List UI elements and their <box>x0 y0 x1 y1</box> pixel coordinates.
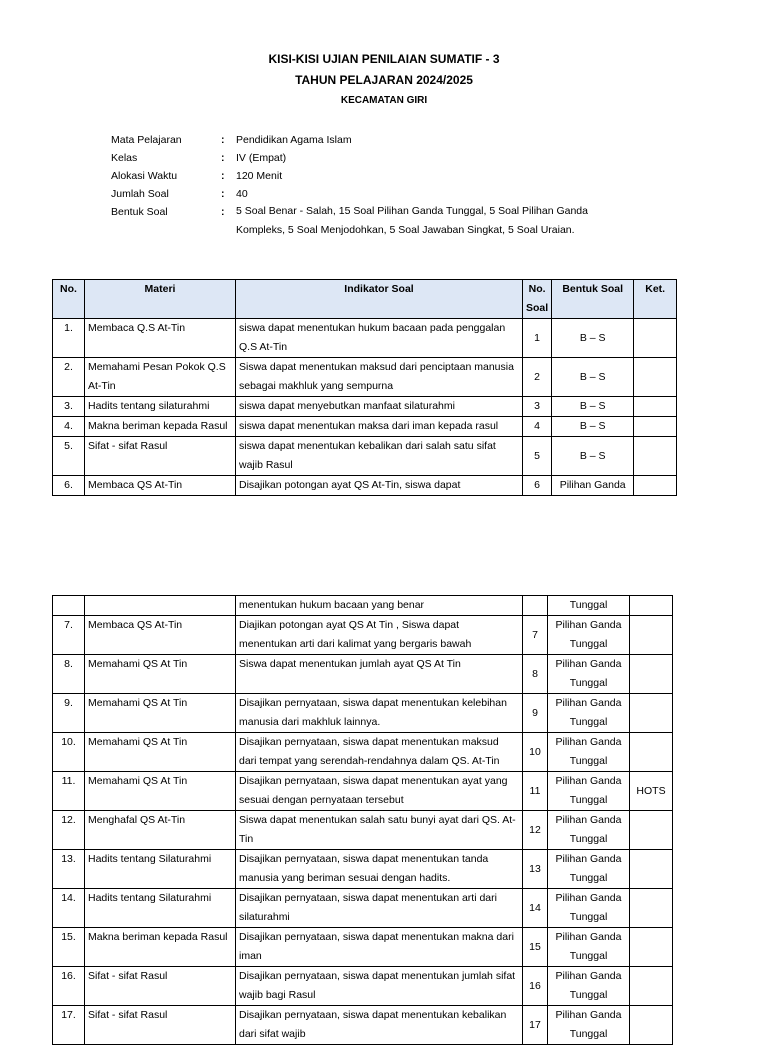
info-colon: : <box>221 134 225 146</box>
cell-materi: Sifat - sifat Rasul <box>85 967 236 1006</box>
table-header-row <box>53 280 677 319</box>
cell-no: 10. <box>53 733 85 772</box>
cell-ket <box>630 694 673 733</box>
cell-no: 15. <box>53 928 85 967</box>
cell-indikator: siswa dapat menentukan kebalikan dari salah satu sifat wajib Rasul <box>236 437 523 476</box>
table-row <box>53 850 673 889</box>
cell-ket: HOTS <box>630 772 673 811</box>
cell-materi: Membaca QS At-Tin <box>85 616 236 655</box>
header-no-soal: No. Soal <box>523 280 552 319</box>
info-label: Bentuk Soal <box>111 206 168 218</box>
cell-no-soal: 14 <box>523 889 548 928</box>
cell-ket <box>634 437 677 476</box>
cell-bentuk-soal: Pilihan Ganda Tunggal <box>548 616 630 655</box>
cell-no: 4. <box>53 417 85 437</box>
cell-indikator: siswa dapat menentukan maksa dari iman kepada rasul <box>236 417 523 437</box>
info-value: 120 Menit <box>236 170 283 182</box>
table-row <box>53 476 677 496</box>
cell-bentuk-soal: B – S <box>552 358 634 397</box>
header-no: No. <box>53 280 85 319</box>
info-label: Jumlah Soal <box>111 188 169 200</box>
cell-materi: Memahami QS At Tin <box>85 655 236 694</box>
cell-materi: Sifat - sifat Rasul <box>85 1006 236 1045</box>
cell-indikator: siswa dapat menyebutkan manfaat silaturahmi <box>236 397 523 417</box>
table-body-page2 <box>53 596 673 1045</box>
cell-ket <box>630 928 673 967</box>
cell-ket <box>630 733 673 772</box>
info-value: 40 <box>236 188 248 200</box>
grid-table-page1 <box>52 279 677 496</box>
table-row <box>53 967 673 1006</box>
cell-no: 17. <box>53 1006 85 1045</box>
table-row <box>53 616 673 655</box>
academic-year-title: TAHUN PELAJARAN 2024/2025 <box>295 73 473 87</box>
cell-no-soal: 12 <box>523 811 548 850</box>
table-row <box>53 928 673 967</box>
cell-materi: Makna beriman kepada Rasul <box>85 417 236 437</box>
cell-ket <box>634 319 677 358</box>
cell-bentuk-soal: Pilihan Ganda Tunggal <box>548 928 630 967</box>
cell-no: 1. <box>53 319 85 358</box>
cell-no-soal: 7 <box>523 616 548 655</box>
cell-materi: Hadits tentang Silaturahmi <box>85 889 236 928</box>
cell-no: 16. <box>53 967 85 1006</box>
cell-bentuk-soal: B – S <box>552 319 634 358</box>
table-row <box>53 772 673 811</box>
cell-no: 3. <box>53 397 85 417</box>
cell-bentuk-soal: B – S <box>552 397 634 417</box>
header-indikator: Indikator Soal <box>236 280 523 319</box>
cell-indikator: menentukan hukum bacaan yang benar <box>236 596 523 616</box>
cell-indikator: Disajikan pernyataan, siswa dapat menentukan ayat yang sesuai dengan pernyataan tersebut <box>236 772 523 811</box>
table-row <box>53 596 673 616</box>
info-colon: : <box>221 152 225 164</box>
cell-materi: Hadits tentang silaturahmi <box>85 397 236 417</box>
info-label: Alokasi Waktu <box>111 170 178 182</box>
table-row <box>53 358 677 397</box>
cell-no-soal: 13 <box>523 850 548 889</box>
cell-indikator: Disajikan pernyataan, siswa dapat menentukan makna dari iman <box>236 928 523 967</box>
cell-indikator: Siswa dapat menentukan maksud dari penciptaan manusia sebagai makhluk yang sempurna <box>236 358 523 397</box>
cell-bentuk-soal: B – S <box>552 437 634 476</box>
cell-ket <box>630 889 673 928</box>
document-title: KISI-KISI UJIAN PENILAIAN SUMATIF - 3 <box>268 52 500 66</box>
cell-ket <box>634 476 677 496</box>
cell-materi: Makna beriman kepada Rasul <box>85 928 236 967</box>
cell-indikator: Disajikan pernyataan, siswa dapat menentukan tanda manusia yang beriman sesuai dengan hadits. <box>236 850 523 889</box>
cell-bentuk-soal: Pilihan Ganda Tunggal <box>548 967 630 1006</box>
cell-materi: Sifat - sifat Rasul <box>85 437 236 476</box>
info-value: Pendidikan Agama Islam <box>236 134 352 146</box>
cell-indikator: Siswa dapat menentukan jumlah ayat QS At Tin <box>236 655 523 694</box>
cell-no: 12. <box>53 811 85 850</box>
cell-materi: Menghafal QS At-Tin <box>85 811 236 850</box>
cell-indikator: siswa dapat menentukan hukum bacaan pada penggalan Q.S At-Tin <box>236 319 523 358</box>
cell-materi: Hadits tentang Silaturahmi <box>85 850 236 889</box>
cell-no-soal: 2 <box>523 358 552 397</box>
cell-indikator: Disajikan pernyataan, siswa dapat menentukan maksud dari tempat yang serendah-rendahnya dalam QS. At-Tin <box>236 733 523 772</box>
header-bentuk-soal: Bentuk Soal <box>552 280 634 319</box>
cell-no-soal: 15 <box>523 928 548 967</box>
cell-materi: Membaca Q.S At-Tin <box>85 319 236 358</box>
info-label: Kelas <box>111 152 138 164</box>
cell-indikator: Siswa dapat menentukan salah satu bunyi ayat dari QS. At-Tin <box>236 811 523 850</box>
cell-ket <box>630 596 673 616</box>
cell-indikator: Disajikan pernyataan, siswa dapat menentukan kebalikan dari sifat wajib <box>236 1006 523 1045</box>
cell-no: 13. <box>53 850 85 889</box>
cell-no-soal <box>523 596 548 616</box>
table-row <box>53 694 673 733</box>
table-row <box>53 811 673 850</box>
table-row <box>53 889 673 928</box>
cell-indikator: Disajikan pernyataan, siswa dapat menentukan arti dari silaturahmi <box>236 889 523 928</box>
cell-ket <box>630 967 673 1006</box>
cell-bentuk-soal: Tunggal <box>548 596 630 616</box>
cell-bentuk-soal: Pilihan Ganda Tunggal <box>548 733 630 772</box>
info-colon: : <box>221 170 225 182</box>
cell-no-soal: 16 <box>523 967 548 1006</box>
cell-bentuk-soal: Pilihan Ganda Tunggal <box>548 772 630 811</box>
cell-no: 5. <box>53 437 85 476</box>
cell-bentuk-soal: Pilihan Ganda Tunggal <box>548 1006 630 1045</box>
cell-no: 8. <box>53 655 85 694</box>
info-label: Mata Pelajaran <box>111 134 182 146</box>
cell-bentuk-soal: Pilihan Ganda Tunggal <box>548 655 630 694</box>
cell-no-soal: 4 <box>523 417 552 437</box>
cell-indikator: Disajikan potongan ayat QS At-Tin, siswa dapat <box>236 476 523 496</box>
info-colon: : <box>221 206 225 218</box>
header-ket: Ket. <box>634 280 677 319</box>
district-title: KECAMATAN GIRI <box>340 95 428 106</box>
cell-ket <box>630 811 673 850</box>
cell-ket <box>630 850 673 889</box>
cell-materi: Memahami QS At Tin <box>85 733 236 772</box>
cell-no-soal: 1 <box>523 319 552 358</box>
table-row <box>53 417 677 437</box>
cell-no: 14. <box>53 889 85 928</box>
info-colon: : <box>221 188 225 200</box>
cell-no-soal: 5 <box>523 437 552 476</box>
cell-no-soal: 8 <box>523 655 548 694</box>
table-body-page1 <box>53 319 677 496</box>
info-value: IV (Empat) <box>236 152 287 164</box>
header-materi: Materi <box>85 280 236 319</box>
cell-ket <box>634 397 677 417</box>
cell-bentuk-soal: Pilihan Ganda Tunggal <box>548 889 630 928</box>
cell-no: 2. <box>53 358 85 397</box>
cell-no-soal: 9 <box>523 694 548 733</box>
cell-ket <box>634 358 677 397</box>
table-row <box>53 655 673 694</box>
cell-materi: Memahami QS At Tin <box>85 694 236 733</box>
cell-materi <box>85 596 236 616</box>
cell-no-soal: 10 <box>523 733 548 772</box>
cell-ket <box>634 417 677 437</box>
cell-no: 6. <box>53 476 85 496</box>
cell-no <box>53 596 85 616</box>
cell-materi: Membaca QS At-Tin <box>85 476 236 496</box>
table-row <box>53 437 677 476</box>
cell-no-soal: 6 <box>523 476 552 496</box>
cell-bentuk-soal: Pilihan Ganda Tunggal <box>548 850 630 889</box>
cell-no: 11. <box>53 772 85 811</box>
cell-no: 9. <box>53 694 85 733</box>
cell-no-soal: 11 <box>523 772 548 811</box>
cell-ket <box>630 1006 673 1045</box>
cell-no-soal: 3 <box>523 397 552 417</box>
table-row <box>53 733 673 772</box>
cell-indikator: Diajikan potongan ayat QS At Tin , Siswa dapat menentukan arti dari kalimat yang bergaris bawah <box>236 616 523 655</box>
cell-materi: Memahami QS At Tin <box>85 772 236 811</box>
cell-bentuk-soal: Pilihan Ganda Tunggal <box>548 811 630 850</box>
cell-ket <box>630 655 673 694</box>
cell-indikator: Disajikan pernyataan, siswa dapat menentukan kelebihan manusia dari makhluk lainnya. <box>236 694 523 733</box>
cell-bentuk-soal: B – S <box>552 417 634 437</box>
table-row <box>53 397 677 417</box>
cell-no-soal: 17 <box>523 1006 548 1045</box>
info-value: 5 Soal Benar - Salah, 15 Soal Pilihan Ganda Tunggal, 5 Soal Pilihan Ganda Kompleks, 5 Soal Menjodohkan, 5 Soal Jawaban Singkat, 5 Soal Uraian. <box>236 205 588 236</box>
cell-bentuk-soal: Pilihan Ganda Tunggal <box>548 694 630 733</box>
cell-bentuk-soal: Pilihan Ganda <box>552 476 634 496</box>
grid-table-page2 <box>52 595 673 1045</box>
table-row <box>53 319 677 358</box>
table-row <box>53 1006 673 1045</box>
cell-indikator: Disajikan pernyataan, siswa dapat menentukan jumlah sifat wajib bagi Rasul <box>236 967 523 1006</box>
cell-materi: Memahami Pesan Pokok Q.S At-Tin <box>85 358 236 397</box>
cell-no: 7. <box>53 616 85 655</box>
cell-ket <box>630 616 673 655</box>
